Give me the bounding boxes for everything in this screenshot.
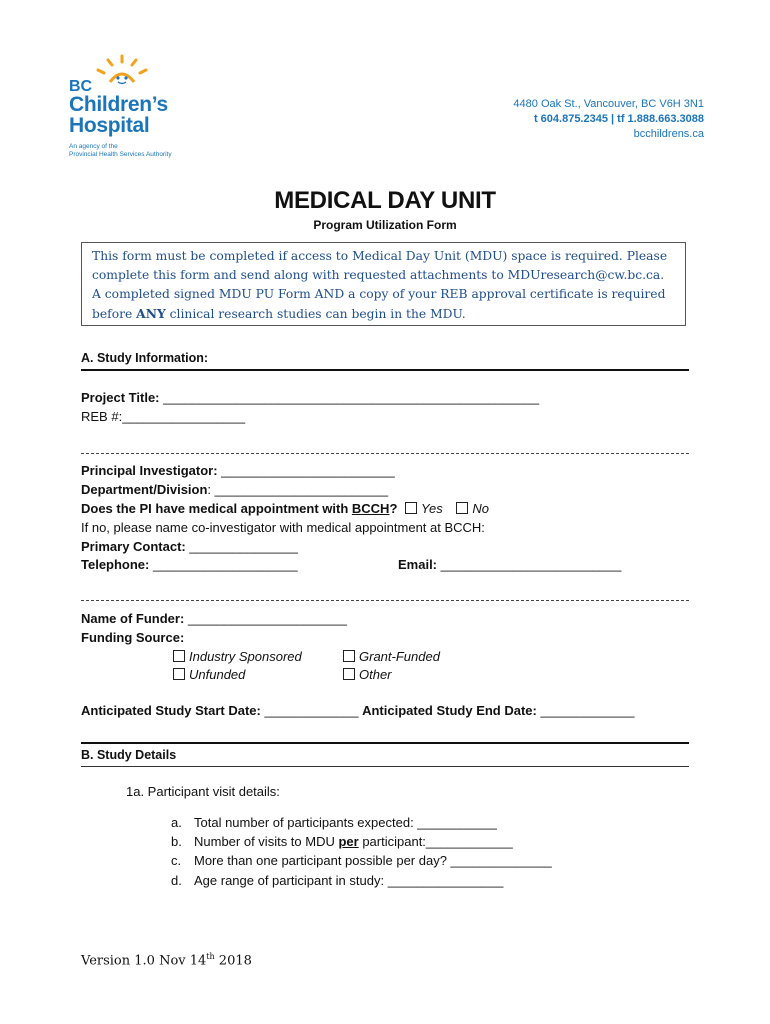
telephone-label: Telephone: xyxy=(81,557,150,572)
yes-checkbox[interactable] xyxy=(405,502,417,514)
section-b-top-rule xyxy=(81,742,689,744)
project-title-label: Project Title: xyxy=(81,390,160,405)
other-label: Other xyxy=(359,667,392,682)
study-dates-row[interactable] xyxy=(81,703,634,719)
visit-details-heading: 1a. Participant visit details: xyxy=(126,784,280,799)
list-item-text: Age range of participant in study: xyxy=(194,873,388,888)
funder-blank[interactable]: ______________________ xyxy=(184,611,347,626)
list-item-text: Total number of participants expected: xyxy=(194,815,418,830)
pi-blank[interactable]: ________________________ xyxy=(217,463,395,478)
other-checkbox[interactable] xyxy=(343,668,355,680)
logo-childrens-text: Children’s xyxy=(69,93,168,116)
funding-source-label: Funding Source: xyxy=(81,630,185,645)
notice-text-end: clinical research studies can begin in the MDU. xyxy=(165,307,466,321)
reb-blank[interactable]: _________________ xyxy=(122,409,246,424)
version-text: Version 1.0 Nov 14 xyxy=(81,953,207,969)
dashed-divider xyxy=(81,600,689,601)
list-item-text: More than one participant possible per day? xyxy=(194,853,451,868)
version-year: 2018 xyxy=(214,953,252,969)
bcch-appointment-question xyxy=(81,501,489,517)
sun-face-icon xyxy=(90,52,154,94)
bcch-question-emphasis: BCCH xyxy=(351,501,390,516)
logo-hospital-text: Hospital xyxy=(69,114,150,137)
list-item-emphasis: per xyxy=(338,834,359,849)
funder-field[interactable] xyxy=(81,611,347,627)
list-item-blank[interactable]: ______________ xyxy=(450,853,552,868)
pi-field[interactable] xyxy=(81,463,395,479)
grant-funded-label: Grant-Funded xyxy=(359,649,440,664)
list-item[interactable] xyxy=(171,834,513,850)
address-web[interactable]: bcchildrens.ca xyxy=(633,128,704,140)
page-subtitle: Program Utilization Form xyxy=(313,218,457,232)
list-item-marker: d. xyxy=(171,873,182,888)
start-date-blank[interactable]: _____________ xyxy=(260,703,363,718)
list-item-marker: b. xyxy=(171,834,182,849)
grant-funded-option[interactable] xyxy=(343,649,440,664)
list-item[interactable] xyxy=(171,853,552,869)
industry-sponsored-option[interactable] xyxy=(173,649,302,664)
project-title-blank[interactable]: ____________________________________________________ xyxy=(159,390,540,405)
page-title: MEDICAL DAY UNIT xyxy=(274,187,496,214)
list-item-text: Number of visits to MDU xyxy=(194,834,339,849)
address-phone: t 604.875.2345 | tf 1.888.663.3088 xyxy=(533,113,704,125)
version-ordinal: th xyxy=(206,952,215,961)
section-b-title: B. Study Details xyxy=(81,748,177,762)
address-street: 4480 Oak St., Vancouver, BC V6H 3N1 xyxy=(513,98,704,110)
end-date-label: Anticipated Study End Date: xyxy=(362,703,537,718)
list-item-blank[interactable]: ________________ xyxy=(387,873,504,888)
funder-label: Name of Funder: xyxy=(81,611,185,626)
industry-sponsored-checkbox[interactable] xyxy=(173,650,185,662)
department-blank[interactable]: : ________________________ xyxy=(207,482,389,497)
primary-contact-label: Primary Contact: xyxy=(81,539,186,554)
grant-funded-checkbox[interactable] xyxy=(343,650,355,662)
logo-agency-name: Provincial Health Services Authority xyxy=(69,151,172,158)
list-item-blank[interactable]: ___________ xyxy=(417,815,497,830)
project-title-field[interactable] xyxy=(81,390,539,406)
yes-label: Yes xyxy=(421,501,443,516)
logo-agency-line: An agency of the xyxy=(69,143,118,150)
telephone-blank[interactable]: ____________________ xyxy=(149,557,298,572)
unfunded-checkbox[interactable] xyxy=(173,668,185,680)
list-item[interactable] xyxy=(171,815,497,831)
reb-field[interactable] xyxy=(81,409,245,425)
primary-contact-blank[interactable]: _______________ xyxy=(185,539,298,554)
logo-bc-text: BC xyxy=(69,78,93,95)
primary-contact-field[interactable] xyxy=(81,539,298,555)
bcch-question-text: Does the PI have medical appointment with xyxy=(81,501,352,516)
version-footer xyxy=(81,952,252,968)
list-item-blank[interactable]: participant:____________ xyxy=(358,834,513,849)
email-label: Email: xyxy=(398,557,438,572)
section-a-divider xyxy=(81,369,689,371)
start-date-label: Anticipated Study Start Date: xyxy=(81,703,261,718)
notice-emphasis: ANY xyxy=(136,306,166,321)
section-b-bottom-rule xyxy=(81,766,689,767)
unfunded-label: Unfunded xyxy=(189,667,246,682)
email-blank[interactable]: _________________________ xyxy=(437,557,622,572)
department-label: Department/Division xyxy=(81,482,208,497)
list-item-marker: c. xyxy=(171,853,182,868)
dashed-divider xyxy=(81,453,689,454)
list-item[interactable] xyxy=(171,873,503,889)
unfunded-option[interactable] xyxy=(173,667,245,682)
email-field[interactable] xyxy=(398,557,621,573)
end-date-blank[interactable]: _____________ xyxy=(536,703,635,718)
other-option[interactable] xyxy=(343,667,392,682)
list-item-marker: a. xyxy=(171,815,182,830)
bcch-question-mark: ? xyxy=(389,501,398,516)
telephone-field[interactable] xyxy=(81,557,298,573)
reb-label: REB #: xyxy=(81,409,123,424)
notice-text: This form must be completed if access to Medical Day Unit (MDU) space is required. Please complete this form and send along with requested attachments to MDUresearch@cw.bc.ca. A completed signed MDU PU Form AND a copy of your REB approval certificate is required before xyxy=(92,249,668,321)
department-field[interactable] xyxy=(81,482,388,498)
coinvestigator-instruction: If no, please name co-investigator with medical appointment at BCCH: xyxy=(81,520,485,535)
no-label: No xyxy=(472,501,489,516)
instructions-notice xyxy=(81,242,686,326)
section-a-title: A. Study Information: xyxy=(81,351,209,365)
pi-label: Principal Investigator: xyxy=(81,463,218,478)
no-checkbox[interactable] xyxy=(456,502,468,514)
industry-sponsored-label: Industry Sponsored xyxy=(189,649,302,664)
